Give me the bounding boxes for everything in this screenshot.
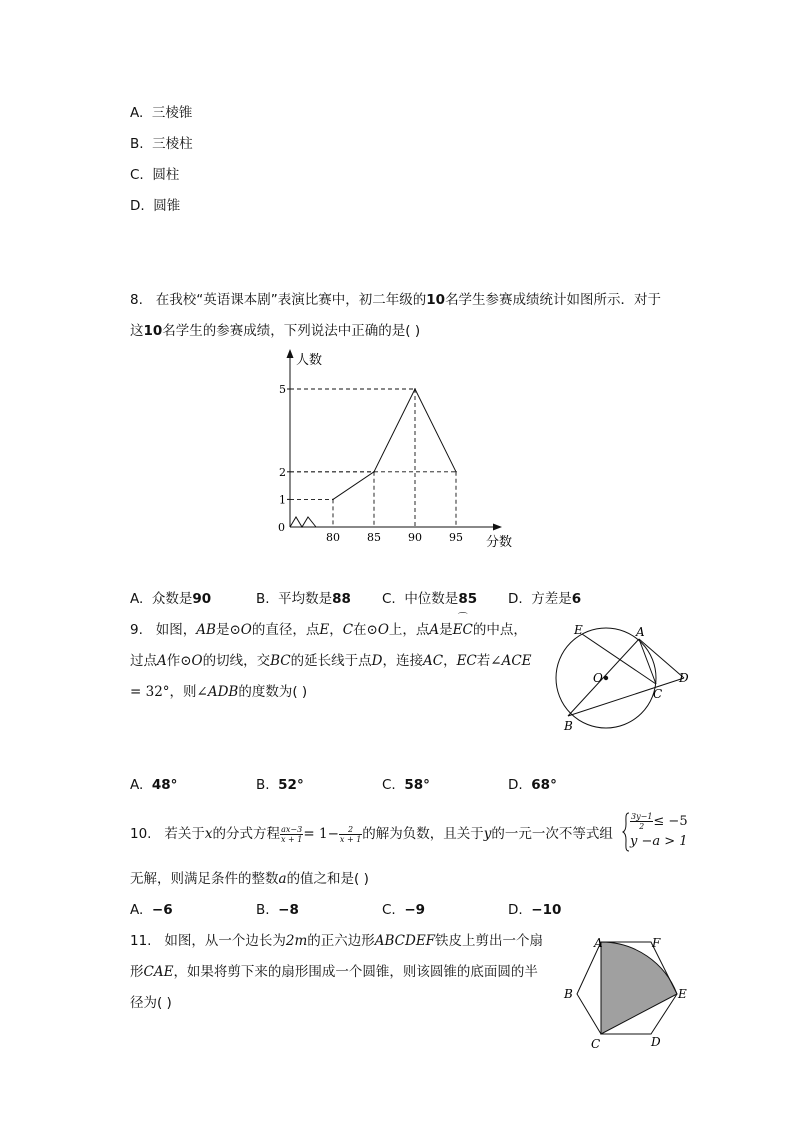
q9-circle-figure — [550, 620, 700, 740]
q7-option-b: B. 三棱柱 — [130, 136, 193, 152]
fig9-label-e: E — [574, 623, 583, 637]
q9-option-b: B. 52° — [256, 777, 304, 793]
q9-option-a: A. 48° — [130, 777, 178, 793]
y-tick-label-1: 1 — [279, 493, 286, 507]
fig11-label-b: B — [564, 987, 573, 1001]
q11-stem-line3: 径为( ) — [130, 995, 172, 1011]
q10-fraction-1: $\frac{ax-3}{x + 1}$ — [280, 824, 303, 844]
ineq-row-2: y −a > 1 — [630, 834, 688, 849]
q10-fraction-2: $\frac{2}{x + 1}$ — [339, 824, 362, 844]
q10-option-a: A. −6 — [130, 902, 173, 918]
q10-option-b: B. −8 — [256, 902, 299, 918]
fig9-label-d: D — [679, 671, 689, 685]
x-axis-arrow — [493, 524, 502, 531]
fig11-label-d: D — [651, 1035, 661, 1049]
data-point-80 — [332, 499, 334, 501]
q7-option-a: A. 三棱锥 — [130, 105, 193, 121]
fig11-label-f: F — [652, 936, 661, 950]
x-tick-label-85: 85 — [367, 531, 381, 544]
q11-stem-line1: 11. 如图，从一个边长为2m的正六边形ABCDEF铁皮上剪出一个扇 — [130, 933, 544, 949]
q8-option-b: B. 平均数是88 — [256, 591, 351, 607]
x-axis-label: 分数 — [486, 535, 513, 550]
q8-option-c: C. 中位数是85 — [382, 591, 478, 607]
y-tick-label-2: 2 — [279, 465, 286, 479]
q8-option-a: A. 众数是90 — [130, 591, 212, 607]
fig9-label-b: B — [564, 719, 573, 733]
q10-stem-line1: 10. 若关于x的分式方程 $\frac{ax-3}{x + 1}$ = 1− $\frac{2}{x + 1}$ 的解为负数，且关于y的一元一次不等式组 — [130, 824, 613, 844]
fig11-label-c: C — [591, 1037, 601, 1051]
q7-option-d: D. 圆锥 — [130, 198, 181, 214]
arc-ec: EC ⌒ — [452, 613, 473, 638]
q8-stem-line2: 这10名学生的参赛成绩，下列说法中正确的是( ) — [130, 323, 421, 339]
q11-stem-line2: 形CAE，如果将剪下来的扇形围成一个圆锥，则该圆锥的底面圆的半 — [130, 964, 538, 980]
q8-stem-line1: 8. 在我校“英语课本剧”表演比赛中，初二年级的10名学生参赛成绩统计如图所示．对于 — [130, 292, 662, 308]
ineq-row-1: $\frac{3y-1}{2}$ ≤ −5 — [631, 812, 688, 831]
data-point-85 — [373, 471, 375, 473]
q9-stem-line3: = 32°，则∠ADB的度数为( ) — [130, 684, 308, 700]
x-tick-label-90: 90 — [408, 531, 422, 544]
y-axis-label: 人数 — [296, 353, 323, 368]
fig9-label-c: C — [653, 687, 663, 701]
data-point-95 — [455, 471, 457, 473]
left-brace — [622, 812, 630, 852]
origin-label: 0 — [278, 521, 285, 534]
data-point-90 — [414, 388, 416, 390]
fig11-label-e: E — [678, 987, 687, 1001]
q9-option-c: C. 58° — [382, 777, 430, 793]
x-tick-label-95: 95 — [449, 531, 463, 544]
q11-hexagon-figure — [556, 930, 706, 1052]
y-tick-label-5: 5 — [279, 383, 286, 396]
q10-option-d: D. −10 — [508, 902, 562, 918]
q10-stem-line2: 无解，则满足条件的整数a的值之和是( ) — [130, 871, 369, 887]
q8-line-chart — [270, 345, 530, 560]
q9-stem-line1: 9. 如图，AB是⊙O的直径，点E，C在⊙O上，点A是EC ⌒ 的中点， — [130, 613, 527, 638]
q10-option-c: C. −9 — [382, 902, 426, 918]
fig11-label-a: A — [594, 936, 603, 950]
series-line — [333, 389, 456, 499]
axis-break — [290, 517, 316, 527]
y-axis-arrow — [287, 349, 294, 358]
fig9-label-a: A — [636, 625, 645, 639]
fig9-label-o: O — [593, 671, 603, 685]
q8-option-d: D. 方差是6 — [508, 591, 582, 607]
q9-stem-line2: 过点A作⊙O的切线，交BC的延长线于点D，连接AC，EC若∠ACE — [130, 653, 532, 669]
q7-option-c: C. 圆柱 — [130, 167, 180, 183]
x-tick-label-80: 80 — [326, 531, 340, 544]
q9-option-d: D. 68° — [508, 777, 557, 793]
